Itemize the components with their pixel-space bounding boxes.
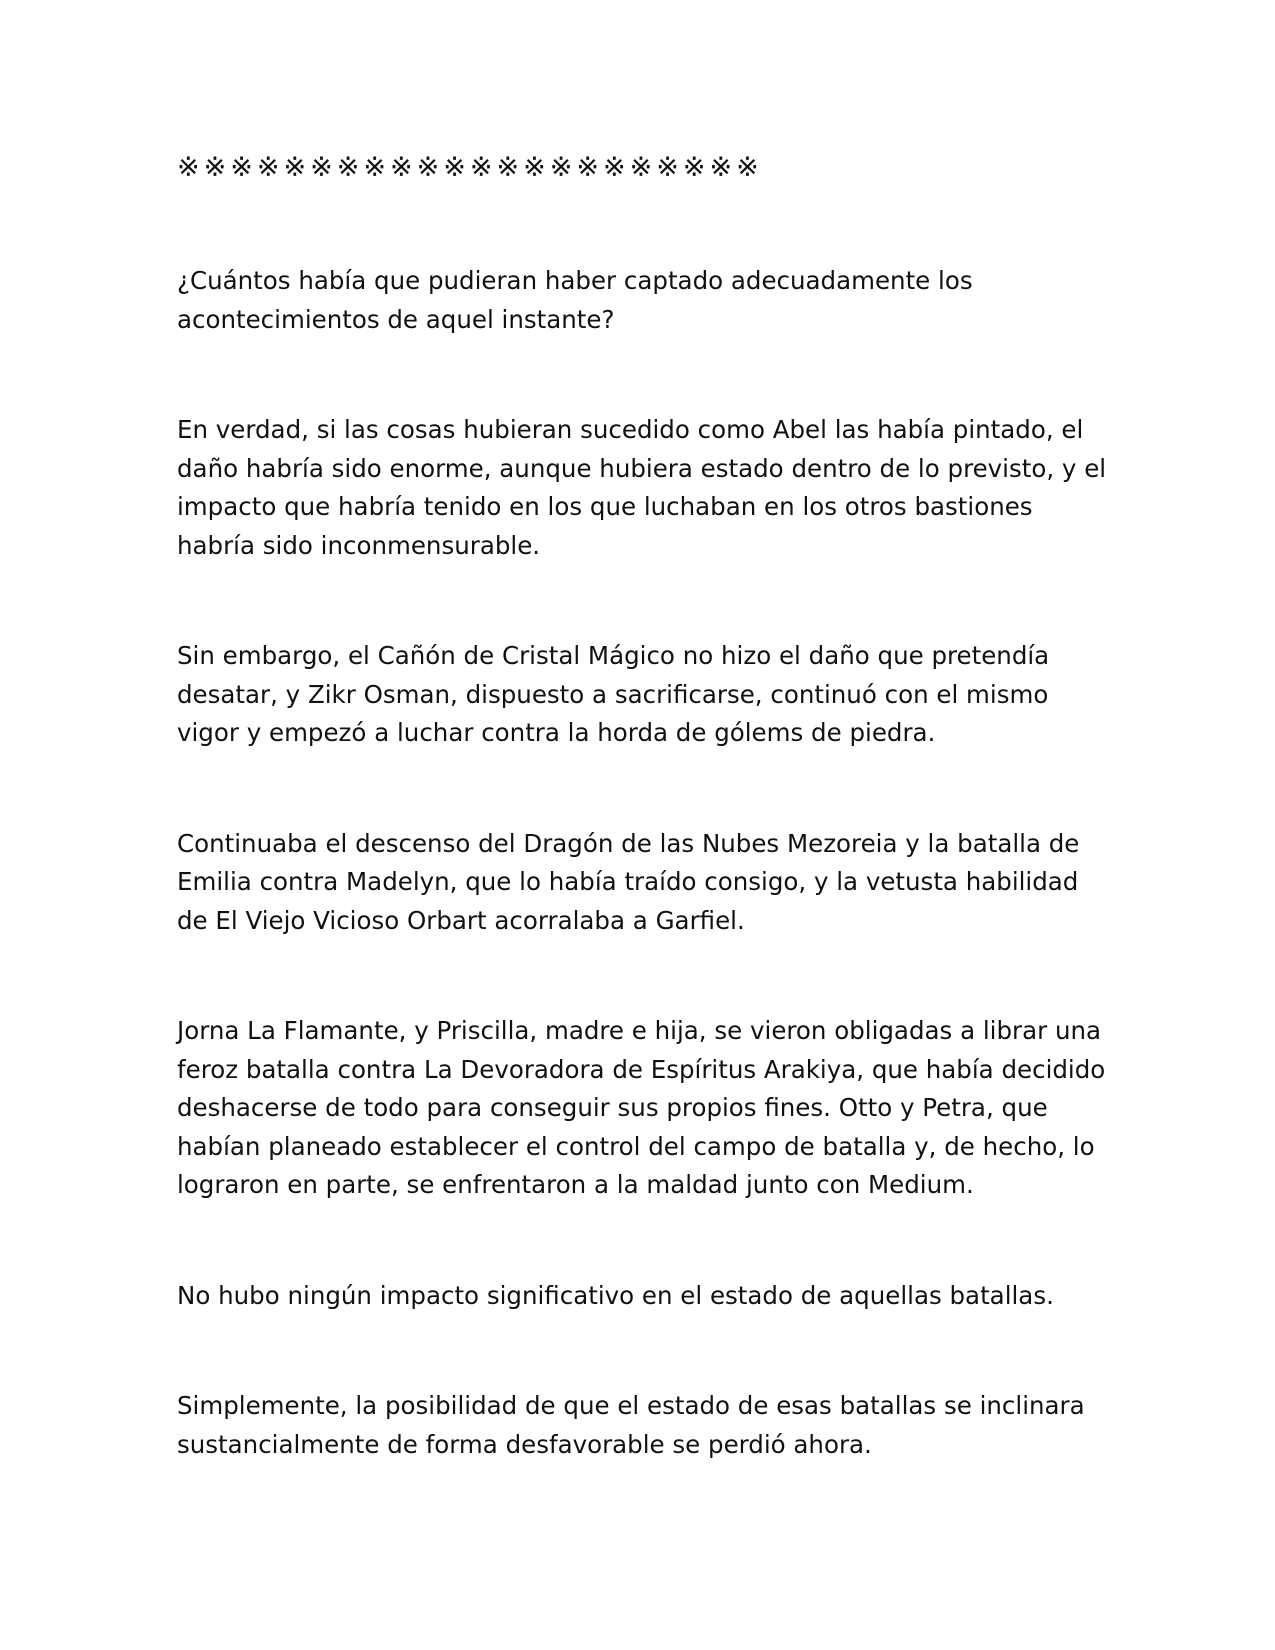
document-body — [177, 150, 1107, 1536]
paragraph-5: Jorna La Flamante, y Priscilla, madre e hija, se vieron obligadas a librar una feroz batalla contra La Devoradora de Espíritus Arakiya, que había decidido deshacerse de todo para conseguir sus propios fines. Otto y Petra, que habían planeado establecer el control del campo de batalla y, de hecho, lo lograron en parte, se enfrentaron a la maldad junto con Medium. — [177, 1016, 1106, 1199]
paragraph-7: Simplemente, la posibilidad de que el estado de esas batallas se inclinara sustancialmente de forma desfavorable se perdió ahora. — [177, 1391, 1085, 1459]
paragraph-2: En verdad, si las cosas hubieran sucedido como Abel las había pintado, el daño habría sido enorme, aunque hubiera estado dentro de lo previsto, y el impacto que habría tenido en los que luchaban en los otros bastiones habría sido inconmensurable. — [177, 415, 1107, 560]
paragraph-3: Sin embargo, el Cañón de Cristal Mágico no hizo el daño que pretendía desatar, y Zikr Osman, dispuesto a sacrificarse, continuó con el mismo vigor y empezó a luchar contra la horda de gólems de piedra. — [177, 641, 1050, 747]
paragraph-6: No hubo ningún impacto significativo en el estado de aquellas batallas. — [177, 1280, 1054, 1310]
section-separator: ※※※※※※※※※※※※※※※※※※※※※※ — [177, 152, 763, 183]
paragraph-4: Continuaba el descenso del Dragón de las Nubes Mezoreia y la batalla de Emilia contra Madelyn, que lo había traído consigo, y la vetusta habilidad de El Viejo Vicioso Orbart acorralaba a Garfiel. — [177, 828, 1080, 935]
paragraph-1: ¿Cuántos había que pudieran haber captado adecuadamente los acontecimientos de aquel instante? — [177, 266, 973, 334]
